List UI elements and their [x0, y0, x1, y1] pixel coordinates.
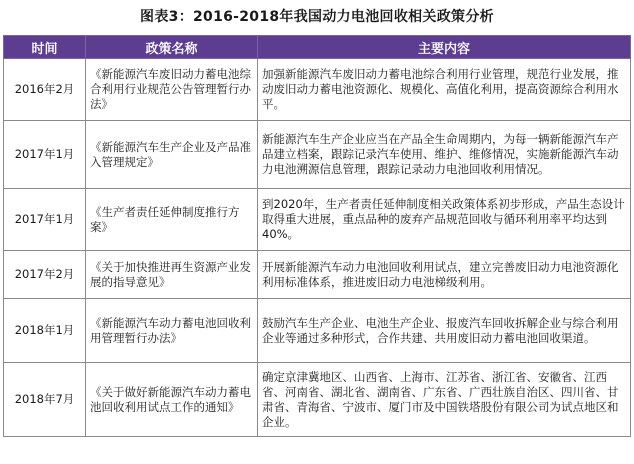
cell-time: 2017年2月 [4, 251, 86, 299]
cell-policy-name: 《新能源汽车动力蓄电池回收利用管理暂行办法》 [86, 299, 258, 363]
cell-policy-name: 《新能源汽车废旧动力蓄电池综合利用行业规范公告管理暂行办法》 [86, 59, 258, 121]
cell-time: 2017年1月 [4, 189, 86, 251]
table-row [4, 299, 631, 363]
cell-content: 加强新能源汽车废旧动力蓄电池综合利用行业管理，规范行业发展，推动废旧动力蓄电池资源化、规模化、高值化利用，提高资源综合利用水平。 [258, 59, 631, 121]
header-time: 时间 [4, 36, 86, 59]
chart-title: 图表3：2016-2018年我国动力电池回收相关政策分析 [140, 9, 494, 25]
cell-content: 开展新能源汽车动力电池回收利用试点，建立完善废旧动力电池资源化利用标准体系，推进废旧动力电池梯级利用。 [258, 251, 631, 299]
cell-policy-name: 《关于加快推进再生资源产业发展的指导意见》 [86, 251, 258, 299]
policy-table [3, 35, 631, 437]
cell-time: 2016年2月 [4, 59, 86, 121]
table-row [4, 121, 631, 189]
cell-content: 确定京津冀地区、山西省、上海市、江苏省、浙江省、安徽省、江西省、河南省、湖北省、湖南省、广东省、广西壮族自治区、四川省、甘肃省、青海省、宁波市、厦门市及中国铁塔股份有限公司为试点地区和企业。 [258, 363, 631, 437]
cell-content: 新能源汽车生产企业应当在产品全生命周期内，为每一辆新能源汽车产品建立档案，跟踪记录汽车使用、维护、维修情况，实施新能源汽车动力电池溯源信息管理，跟踪记录动力电池回收利用情况。 [258, 121, 631, 189]
cell-time: 2018年7月 [4, 363, 86, 437]
cell-policy-name: 《生产者责任延伸制度推行方案》 [86, 189, 258, 251]
table-row [4, 189, 631, 251]
cell-policy-name: 《关于做好新能源汽车动力蓄电池回收利用试点工作的通知》 [86, 363, 258, 437]
table-row [4, 59, 631, 121]
header-policy-name: 政策名称 [86, 36, 258, 59]
cell-time: 2018年1月 [4, 299, 86, 363]
header-main-content: 主要内容 [258, 36, 631, 59]
table-row [4, 251, 631, 299]
cell-policy-name: 《新能源汽车生产企业及产品准入管理规定》 [86, 121, 258, 189]
cell-content: 鼓励汽车生产企业、电池生产企业、报废汽车回收拆解企业与综合利用企业等通过多种形式，合作共建、共用废旧动力蓄电池回收渠道。 [258, 299, 631, 363]
cell-content: 到2020年，生产者责任延伸制度相关政策体系初步形成，产品生态设计取得重大进展，重点品种的废弃产品规范回收与循环利用率平均达到40%。 [258, 189, 631, 251]
table-header-row [4, 36, 631, 59]
table-row [4, 363, 631, 437]
cell-time: 2017年1月 [4, 121, 86, 189]
